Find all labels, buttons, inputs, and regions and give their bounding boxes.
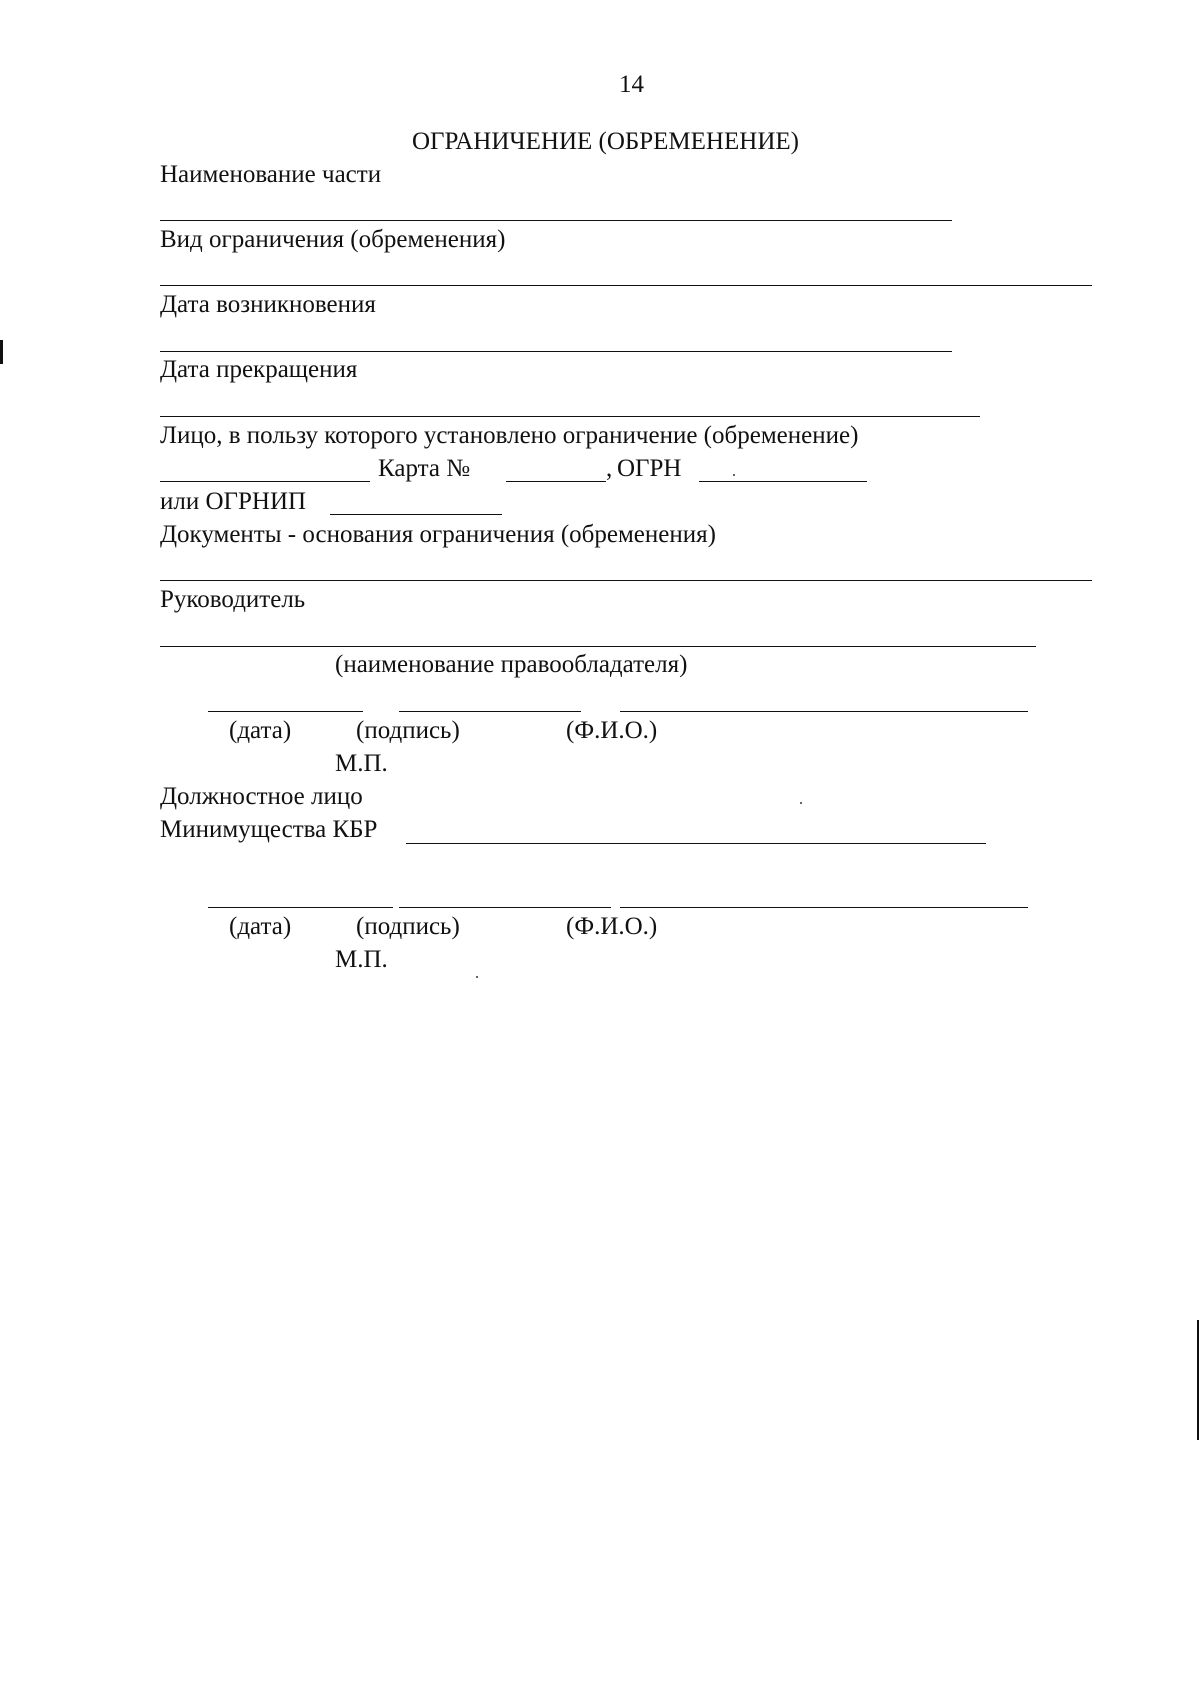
holder-name-caption: (наименование правообладателя) <box>335 651 688 678</box>
part-name-label: Наименование части <box>160 161 382 188</box>
head-label: Руководитель <box>160 586 306 613</box>
official-signature-caption: (подпись) <box>356 913 460 940</box>
official-seal: М.П. <box>335 946 388 973</box>
official-fio-line[interactable] <box>620 907 1028 908</box>
end-date-line[interactable] <box>160 416 980 417</box>
scan-edge-mark <box>1197 1320 1199 1440</box>
official-name-line[interactable] <box>406 843 986 844</box>
scan-speck <box>733 474 735 476</box>
head-fio-caption: (Ф.И.О.) <box>566 717 658 744</box>
ogrnip-label: или ОГРНИП <box>160 488 307 515</box>
card-separator: , <box>606 455 613 482</box>
card-number-line[interactable] <box>506 481 606 482</box>
page-number: 14 <box>619 71 644 98</box>
official-label-line1: Должностное лицо <box>160 783 363 810</box>
part-name-line[interactable] <box>160 220 952 221</box>
holder-name-line[interactable] <box>160 646 1036 647</box>
scan-margin-mark <box>0 340 3 364</box>
head-fio-line[interactable] <box>620 711 1028 712</box>
start-date-label: Дата возникновения <box>160 291 376 318</box>
ogrnip-line[interactable] <box>330 514 502 515</box>
card-number-label: Карта № <box>378 455 471 482</box>
page-title: ОГРАНИЧЕНИЕ (ОБРЕМЕНЕНИЕ) <box>412 128 799 155</box>
ogrn-line[interactable] <box>699 481 867 482</box>
official-date-line[interactable] <box>208 907 393 908</box>
head-signature-caption: (подпись) <box>356 717 460 744</box>
restriction-type-label: Вид ограничения (обременения) <box>160 226 506 253</box>
beneficiary-name-line[interactable] <box>160 481 370 482</box>
head-date-line[interactable] <box>208 711 363 712</box>
documents-label: Документы - основания ограничения (обременения) <box>160 521 716 548</box>
end-date-label: Дата прекращения <box>160 356 358 383</box>
scan-speck <box>476 976 478 978</box>
official-fio-caption: (Ф.И.О.) <box>566 913 658 940</box>
head-date-caption: (дата) <box>229 717 292 744</box>
ogrn-label: ОГРН <box>617 455 682 482</box>
official-date-caption: (дата) <box>229 913 292 940</box>
head-seal: М.П. <box>335 750 388 777</box>
beneficiary-label: Лицо, в пользу которого установлено ограничение (обременение) <box>160 422 859 449</box>
official-signature-line[interactable] <box>399 907 611 908</box>
head-signature-line[interactable] <box>399 711 581 712</box>
official-label-line2: Минимущества КБР <box>160 816 378 843</box>
restriction-type-line[interactable] <box>160 285 1092 286</box>
scan-speck <box>800 802 802 804</box>
documents-line[interactable] <box>160 580 1092 581</box>
start-date-line[interactable] <box>160 351 952 352</box>
